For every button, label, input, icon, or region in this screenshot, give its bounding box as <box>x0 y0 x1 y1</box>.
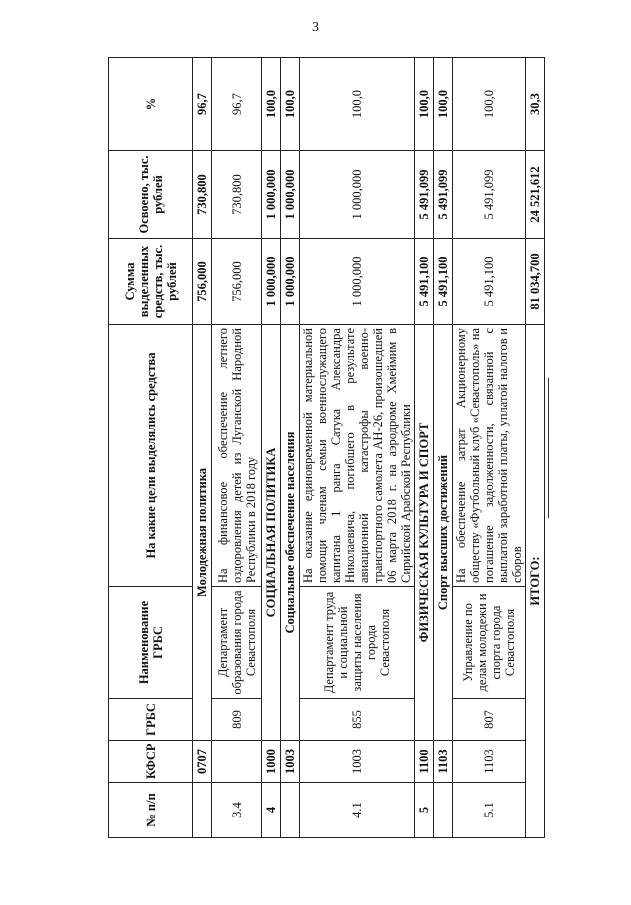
section-title: ФИЗИЧЕСКАЯ КУЛЬТУРА И СПОРТ <box>415 325 434 741</box>
percent-cell: 96,7 <box>193 58 212 151</box>
rotated-table-container <box>108 58 542 838</box>
allocated-cell: 5 491,100 <box>415 239 434 325</box>
used-cell: 730,800 <box>212 151 262 239</box>
allocated-cell: 81 034,700 <box>526 239 545 325</box>
table-row-socsec <box>281 58 300 838</box>
percent-cell: 96,7 <box>212 58 262 151</box>
table-row-5-1 <box>453 58 526 838</box>
name-cell: Департамент труда и социальной защиты населения города Севастополя <box>300 587 415 699</box>
used-cell: 5 491,099 <box>415 151 434 239</box>
col-name: Наименование ГРБС <box>109 587 193 699</box>
used-cell: 24 521,612 <box>526 151 545 239</box>
used-cell: 1 000,000 <box>262 151 281 239</box>
allocated-cell: 756,000 <box>193 239 212 325</box>
section-title: Молодежная политика <box>193 325 212 741</box>
num-cell: 4.1 <box>300 783 415 838</box>
percent-cell: 100,0 <box>434 58 453 151</box>
allocated-cell: 1 000,000 <box>300 239 415 325</box>
kfsr-cell: 1103 <box>453 741 526 783</box>
name-cell: Управление по делам молодежи и спорта города Севастополя <box>453 587 526 699</box>
col-kfsr: КФСР <box>109 741 193 783</box>
grbs-cell: 807 <box>453 699 526 741</box>
allocated-cell: 1 000,000 <box>281 239 300 325</box>
table-row-youth <box>193 58 212 838</box>
allocated-cell: 756,000 <box>212 239 262 325</box>
section-title: Спорт высших достижений <box>434 325 453 741</box>
section-title: СОЦИАЛЬНАЯ ПОЛИТИКА <box>262 325 281 741</box>
header-row <box>109 58 193 838</box>
kfsr-cell: 1103 <box>434 741 453 783</box>
purpose-cell: На оказание единовременной материальной помощи членам семьи военнослужащего капитана 1 ранга Сатука Александра Николаевича, погибшего в результате авиационной катастрофы военно-транспортного самолета АН-26, произошедшей 06 марта 2018 г. на аэродроме Хмеймим в Сирийской Арабской Республики <box>300 325 415 587</box>
closing-line <box>548 378 549 518</box>
allocated-cell: 5 491,100 <box>434 239 453 325</box>
used-cell: 5 491,099 <box>434 151 453 239</box>
used-cell: 1 000,000 <box>281 151 300 239</box>
used-cell: 730,800 <box>193 151 212 239</box>
table-row-3-4 <box>212 58 262 838</box>
allocated-cell: 1 000,000 <box>262 239 281 325</box>
allocated-cell: 5 491,100 <box>453 239 526 325</box>
name-cell: Департамент образования города Севастополя <box>212 587 262 699</box>
grbs-cell: 809 <box>212 699 262 741</box>
percent-cell: 100,0 <box>262 58 281 151</box>
budget-table <box>108 57 545 838</box>
percent-cell: 100,0 <box>300 58 415 151</box>
num-cell: 5 <box>415 783 434 838</box>
kfsr-cell: 0707 <box>193 741 212 783</box>
kfsr-cell: 1003 <box>300 741 415 783</box>
percent-cell: 100,0 <box>281 58 300 151</box>
col-allocated: Сумма выделенных средств, тыс. рублей <box>109 239 193 325</box>
num-cell: 3.4 <box>212 783 262 838</box>
purpose-cell: На финансовое обеспечение летнего оздоровления детей из Луганской Народной Республики в 2018 году <box>212 325 262 587</box>
num-cell: 5.1 <box>453 783 526 838</box>
num-cell: 4 <box>262 783 281 838</box>
table-row-4-1 <box>300 58 415 838</box>
kfsr-cell: 1000 <box>262 741 281 783</box>
col-grbs: ГРБС <box>109 699 193 741</box>
table-row-highsport <box>434 58 453 838</box>
table-row-sport <box>415 58 434 838</box>
percent-cell: 100,0 <box>415 58 434 151</box>
col-percent: % <box>109 58 193 151</box>
used-cell: 5 491,099 <box>453 151 526 239</box>
used-cell: 1 000,000 <box>300 151 415 239</box>
table-row-social <box>262 58 281 838</box>
total-title: ИТОГО: <box>526 325 545 838</box>
page-number: 3 <box>312 20 319 35</box>
percent-cell: 30,3 <box>526 58 545 151</box>
kfsr-cell: 1003 <box>281 741 300 783</box>
table-row-total <box>526 58 545 838</box>
grbs-cell: 855 <box>300 699 415 741</box>
col-used: Освоено, тыс. рублей <box>109 151 193 239</box>
purpose-cell: На обеспечение затрат Акционерному обществу «Футбольный клуб «Севастополь» на погашение задолженности, связанной с выплатой заработной платы, уплатой налогов и сборов <box>453 325 526 587</box>
kfsr-cell: 1100 <box>415 741 434 783</box>
section-title: Социальное обеспечение населения <box>281 325 300 741</box>
col-num: № п/п <box>109 783 193 838</box>
col-purpose: На какие цели выделялись средства <box>109 325 193 587</box>
percent-cell: 100,0 <box>453 58 526 151</box>
